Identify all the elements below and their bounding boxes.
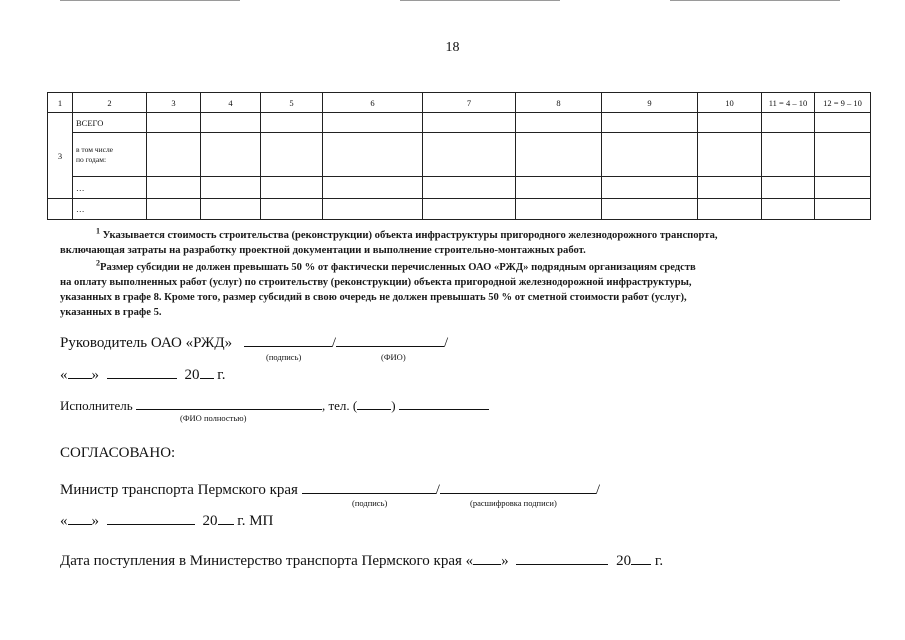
head-signature-field[interactable] <box>244 333 332 347</box>
footnote-2-line: на оплату выполненных работ (услуг) по строительству (реконструкции) объекта пригородной железнодорожной инфраструктуры, <box>60 277 692 288</box>
date-day-field[interactable] <box>473 551 501 565</box>
date-month-field[interactable] <box>107 511 195 525</box>
year-prefix: 20 <box>202 513 218 529</box>
footnote-2-line: указанных в графе 8. Кроме того, размер субсидий в свою очередь не должен превышать 50 % от сметной стоимости работ (услуг), <box>60 292 687 303</box>
head-label: Руководитель ОАО «РЖД» <box>60 335 233 351</box>
footnote-2-line: указанных в графе 5. <box>60 307 162 318</box>
date-quote-close: » <box>91 367 99 383</box>
date-year-field[interactable] <box>200 365 214 379</box>
head-fio-field[interactable] <box>336 333 444 347</box>
executor-fio-field[interactable] <box>136 396 322 410</box>
date-quote-open: « <box>465 553 474 569</box>
column-header: 9 <box>602 93 698 113</box>
date-month-field[interactable] <box>516 551 608 565</box>
column-header: 3 <box>147 93 201 113</box>
date-quote-close: » <box>501 553 509 569</box>
footnote-text: Размер субсидии не должен превышать 50 % от фактически перечисленных ОАО «РЖД» подрядным организациям средств <box>100 262 696 273</box>
head-signature-line: Руководитель ОАО «РЖД» / / <box>60 335 449 351</box>
minister-signature-field[interactable] <box>302 480 436 494</box>
page-number: 18 <box>445 40 460 55</box>
column-header: 4 <box>201 93 261 113</box>
date-year-field[interactable] <box>218 511 234 525</box>
total-label-cell: ВСЕГО <box>73 113 147 133</box>
column-header: 10 <box>698 93 762 113</box>
minister-signature-hint: (подпись) <box>352 498 388 508</box>
phone-close: ) <box>391 398 396 413</box>
date-quote-open: « <box>60 513 68 529</box>
date-month-field[interactable] <box>107 365 177 379</box>
column-header: 11 = 4 – 10 <box>762 93 815 113</box>
minister-date-line <box>60 511 273 530</box>
footnote-1 <box>60 228 844 258</box>
signature-hint: (подпись) <box>266 352 302 362</box>
by-years-label-cell <box>73 133 147 177</box>
row-number-cell: 3 <box>48 113 73 199</box>
ellipsis-cell: … <box>73 177 147 199</box>
column-header: 1 <box>48 93 73 113</box>
executor-label: Исполнитель <box>60 398 133 413</box>
column-header: 7 <box>423 93 516 113</box>
footnote-mark: 2 <box>96 258 100 268</box>
date-day-field[interactable] <box>68 511 92 525</box>
agreed-title: СОГЛАСОВАНО: <box>60 445 176 461</box>
minister-label: Министр транспорта Пермского края <box>60 482 298 498</box>
stamp-label: г. МП <box>237 513 274 529</box>
subsidy-table <box>47 92 871 220</box>
footnote-text: Указывается стоимость строительства (реконструкции) объекта инфраструктуры пригородного железнодорожного транспорта, <box>102 230 718 241</box>
column-header: 8 <box>516 93 602 113</box>
fio-hint: (ФИО) <box>381 352 406 362</box>
by-years-label-line2: по годам: <box>76 154 107 164</box>
phone-label: , тел. ( <box>321 398 358 413</box>
column-header: 2 <box>73 93 147 113</box>
table-row-by-years <box>48 133 871 177</box>
table-row-ellipsis <box>48 177 871 199</box>
receipt-label: Дата поступления в Министерство транспорта Пермского края <box>60 553 462 569</box>
year-suffix: г. <box>654 553 664 569</box>
date-year-field[interactable] <box>631 551 651 565</box>
head-date-line <box>60 365 225 384</box>
year-prefix: 20 <box>616 553 632 569</box>
table-row-ellipsis <box>48 199 871 220</box>
scan-edge-line <box>400 0 560 1</box>
footnote-2-line <box>60 260 844 275</box>
receipt-date-line <box>60 551 663 570</box>
executor-line <box>60 396 489 414</box>
phone-code-field[interactable] <box>357 396 391 410</box>
date-quote-open: « <box>60 367 68 383</box>
executor-fio-hint: (ФИО полностью) <box>180 413 247 423</box>
table-row-total <box>48 113 871 133</box>
scan-edge-line <box>60 0 240 1</box>
minister-decode-field[interactable] <box>440 480 596 494</box>
scan-edge-line <box>670 0 840 1</box>
table-header-row <box>48 93 871 113</box>
minister-decode-hint: (расшифровка подписи) <box>470 498 557 508</box>
minister-signature-line: Министр транспорта Пермского края / / <box>60 482 601 498</box>
footnote-1-line <box>60 228 844 243</box>
column-header: 12 = 9 – 10 <box>815 93 871 113</box>
year-prefix: 20 <box>184 367 200 383</box>
ellipsis-cell: … <box>73 199 147 220</box>
footnote-1-line: включающая затраты на разработку проектной документации и выполнение строительно-монтажных работ. <box>60 245 586 256</box>
year-suffix: г. <box>217 367 226 383</box>
column-header: 6 <box>323 93 423 113</box>
date-day-field[interactable] <box>68 365 92 379</box>
date-quote-close: » <box>91 513 99 529</box>
phone-number-field[interactable] <box>399 396 489 410</box>
column-header: 5 <box>261 93 323 113</box>
by-years-label-line1: в том числе <box>76 144 114 154</box>
footnote-mark: 1 <box>96 226 100 236</box>
footnote-2 <box>60 260 844 320</box>
